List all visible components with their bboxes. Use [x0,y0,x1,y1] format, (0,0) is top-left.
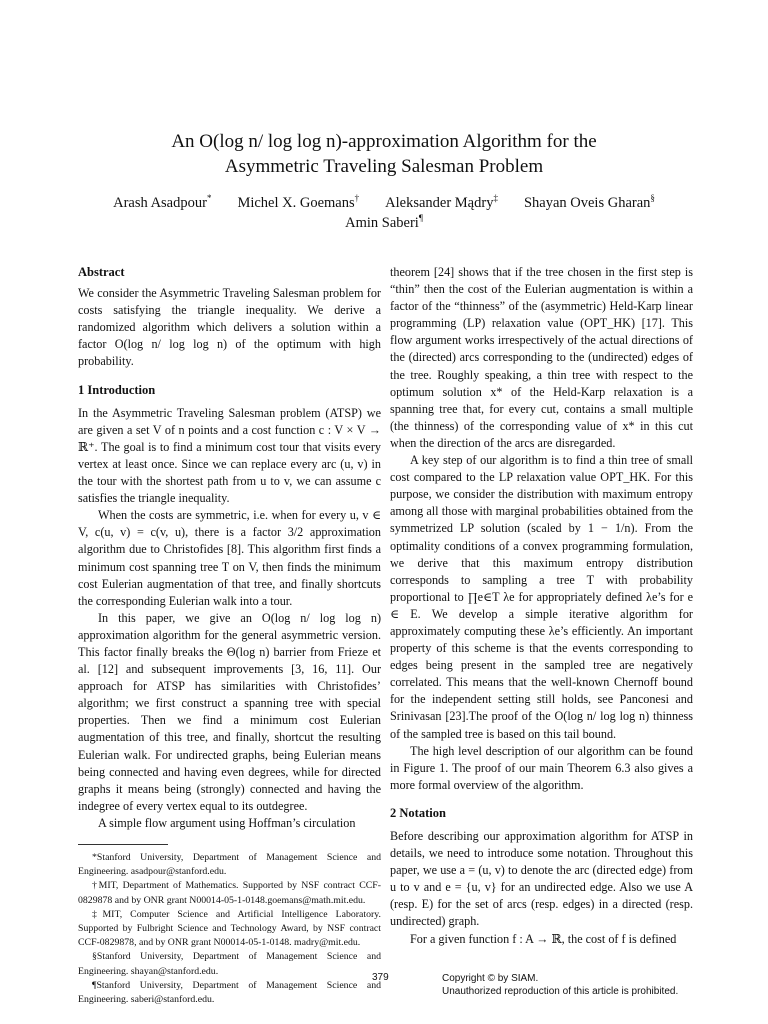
paragraph: A simple flow argument using Hoffman’s circulation [98,815,356,830]
footnote: †MIT, Department of Mathematics. Supported by NSF contract CCF-0829878 and by ONR grant N00014-05-1-0148.goemans@math.mit.edu. [78,880,381,906]
paragraph: In this paper, we give an O(log n/ log log n) approximation algorithm for the general asymmetric version. This factor finally breaks the Θ(log n) barrier from Frieze et al. [12] and subsequent improvements [3, 16, 11]. Our approach for ATSP has similarities with Christofides’ algorithm; we first construct a spanning tree with special properties. Then we find a minimum cost Eulerian augmentation of this tree, and finally, shortcut the resulting Eulerian walk. For undirected graphs, being Eulerian means being connected and having even degrees, while for directed graphs it means being (strongly) connected and having the indegree of every vertex equal to its outdegree. [78,610,381,813]
footnote: ¶Stanford University, Department of Management Science and Engineering. saberi@stanford.edu. [78,979,381,1006]
paragraph: theorem [24] shows that if the tree chosen in the first step is “thin” then the cost of the Eulerian augmentation is within a factor of the “thinness” of the (asymmetric) Held-Karp linear programming (LP) relaxation value (OPT_HK) [17]. This flow argument works irrespectively of the actual directions of the (directed) arcs corresponding to the (undirected) edges of the tree. Roughly speaking, a thin tree with respect to the optimum solution x* of the Held-Karp relaxation is a spanning tree that, for every cut, contains a small multiple (the thinness) of the corresponding value of x* in this cut when the direction of the arcs are disregarded. [390,265,693,450]
paper-title [60,129,708,179]
copyright-line: Copyright © by SIAM. [442,973,539,984]
paragraph: In the Asymmetric Traveling Salesman problem (ATSP) we are given a set V of n points and a cost function c : V × V → ℝ⁺. The goal is to find a minimum cost tour that visits every vertex at least once. Since we can replace every arc (u, v) in the tour with the shortest path from u to v, we can assume c satisfies the triangle inequality. [78,405,381,506]
section-heading-introduction: 1 Introduction [78,382,156,397]
abstract-text: We consider the Asymmetric Traveling Salesman problem for costs satisfying the triangle inequality. We derive a randomized algorithm which delivers a solution within a factor O(log n/ log log n) of the optimum with high probability. [78,286,381,369]
footnote: ‡MIT, Computer Science and Artificial Intelligence Laboratory. Supported by Fulbright Science and Technology Award, by NSF contract CCF-0829878, and by ONR grant N00014-05-1-0148. madry@mit.edu. [78,908,381,949]
copyright-notice [442,972,678,998]
section-heading-notation: 2 Notation [390,805,446,820]
author: Aleksander Mądry‡ [385,193,498,211]
paragraph: For a given function f : A → ℝ, the cost of f is defined [410,931,677,946]
footnotes [78,851,381,1007]
author-list [60,193,708,233]
paragraph: Before describing our approximation algorithm for ATSP in details, we need to introduce some notation. Throughout this paper, we use a = (u, v) to denote the arc (directed edge) from u to v and e = {u, v} for an undirected edge. Also we use A (resp. E) for the set of arcs (resp. edges) in a directed (resp. undirected) graph. [390,829,693,929]
author: Michel X. Goemans† [237,193,360,211]
footnote: *Stanford University, Department of Management Science and Engineering. asadpour@stanford.edu. [78,852,381,878]
reproduction-notice: Unauthorized reproduction of this article is prohibited. [442,986,679,997]
author: Amin Saberi¶ [345,213,423,231]
page-number: 379 [372,972,389,983]
footnote: §Stanford University, Department of Management Science and Engineering. shayan@stanford.edu. [78,951,381,977]
paragraph: When the costs are symmetric, i.e. when for every u, v ∈ V, c(u, v) = c(v, u), there is a factor 3/2 approximation algorithm due to Christofides [8]. This algorithm first finds a minimum cost spanning tree T on V, then finds the minimum cost Eulerian augmentation of that tree, and finally shortcuts the corresponding Eulerian walk into a tour. [78,508,381,608]
paragraph: A key step of our algorithm is to find a thin tree of small cost compared to the LP relaxation value OPT_HK. For this purpose, we consider the distribution with maximum entropy among all those with marginal probabilities obtained from the symmetrized LP solution (scaled by 1 − 1/n). From the optimality conditions of a convex programming formulation, we derive that this maximum entropy distribution corresponds to sampling a tree T with probability proportional to ∏e∈T λe for appropriately defined λe’s for e ∈ E. We develop a simple iterative algorithm for approximately computing these λe’s efficiently. An important property of this scheme is that the events corresponding to edges being present in the sampled tree are negatively correlated. This means that the well-known Chernoff bound for the independent setting still holds, see Panconesi and Srinivasan [23].The proof of the O(log n/ log log n) thinness of the sampled tree is based on this tail bound. [390,453,693,741]
title-line-1: An O(log n/ log log n)-approximation Algorithm for the [171,131,597,152]
paragraph: The high level description of our algorithm can be found in Figure 1. The proof of our main Theorem 6.3 also gives a more formal overview of the algorithm. [390,743,693,792]
left-column [78,264,381,1007]
author: Arash Asadpour* [113,193,212,211]
abstract-heading: Abstract [78,265,125,279]
footnote-divider [78,844,168,845]
right-column [390,264,693,948]
author: Shayan Oveis Gharan§ [523,193,655,211]
title-line-2: Asymmetric Traveling Salesman Problem [224,156,544,177]
